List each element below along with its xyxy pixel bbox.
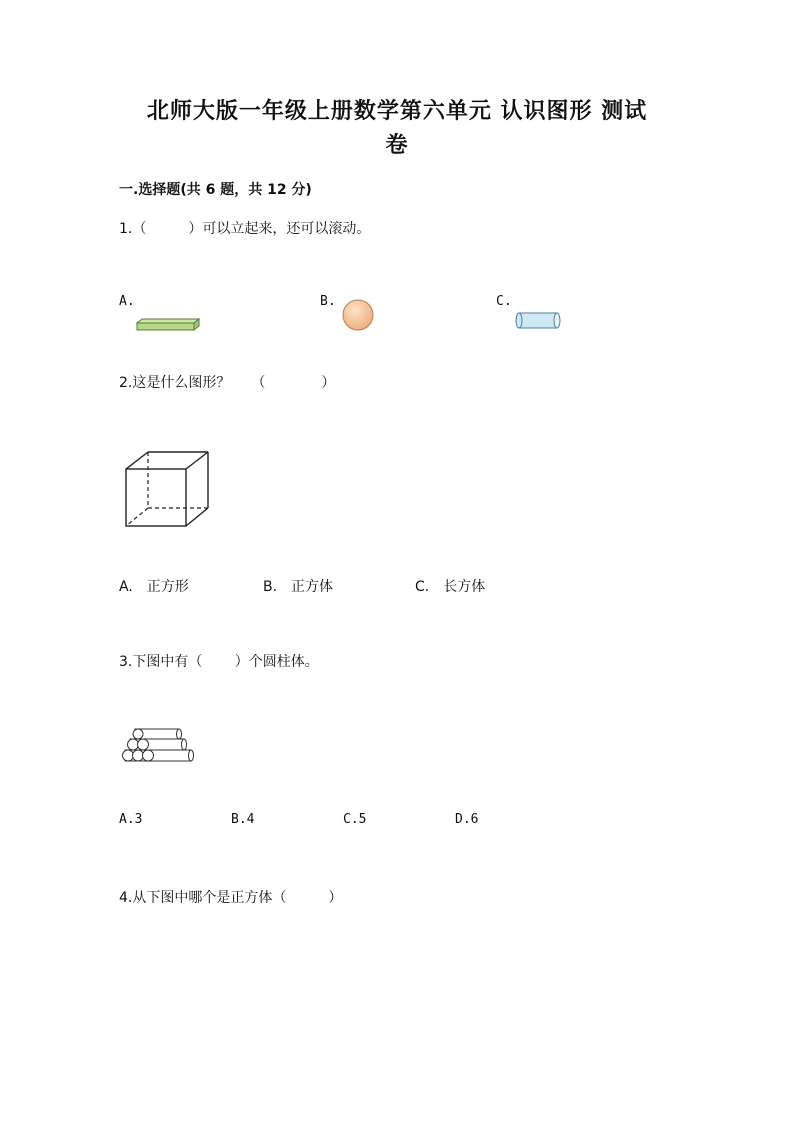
q3-option-a[interactable]: A.3 — [119, 812, 143, 827]
q3-option-c[interactable]: C.5 — [343, 812, 367, 827]
q3-option-b[interactable]: B.4 — [231, 812, 255, 827]
cube-image — [122, 449, 212, 529]
q2-option-a[interactable]: A. 正方形 — [119, 579, 189, 595]
q3-option-d[interactable]: D.6 — [455, 812, 479, 827]
green-prism-image — [135, 318, 201, 332]
question-4: 4.从下图中哪个是正方体（ ） — [119, 890, 343, 906]
q1-option-a[interactable]: A. — [119, 294, 135, 309]
page-title-line1: 北师大版一年级上册数学第六单元 认识图形 测试 — [146, 98, 648, 124]
question-2: 2.这是什么图形？ （ ） — [119, 375, 336, 391]
q1-option-b[interactable]: B. — [320, 294, 336, 309]
stacked-cylinders-image — [120, 727, 196, 765]
q1-option-c[interactable]: C. — [496, 294, 512, 309]
q2-option-c[interactable]: C. 长方体 — [415, 579, 486, 595]
section-heading: 一.选择题(共 6 题，共 12 分) — [119, 182, 312, 198]
sphere-image — [342, 299, 376, 331]
page-title-line2: 卷 — [385, 132, 409, 158]
cylinder-image — [516, 312, 562, 330]
question-1: 1.（ ）可以立起来，还可以滚动。 — [119, 221, 371, 237]
question-3: 3.下图中有（ ）个圆柱体。 — [119, 654, 319, 670]
q2-option-b[interactable]: B. 正方体 — [263, 579, 334, 595]
